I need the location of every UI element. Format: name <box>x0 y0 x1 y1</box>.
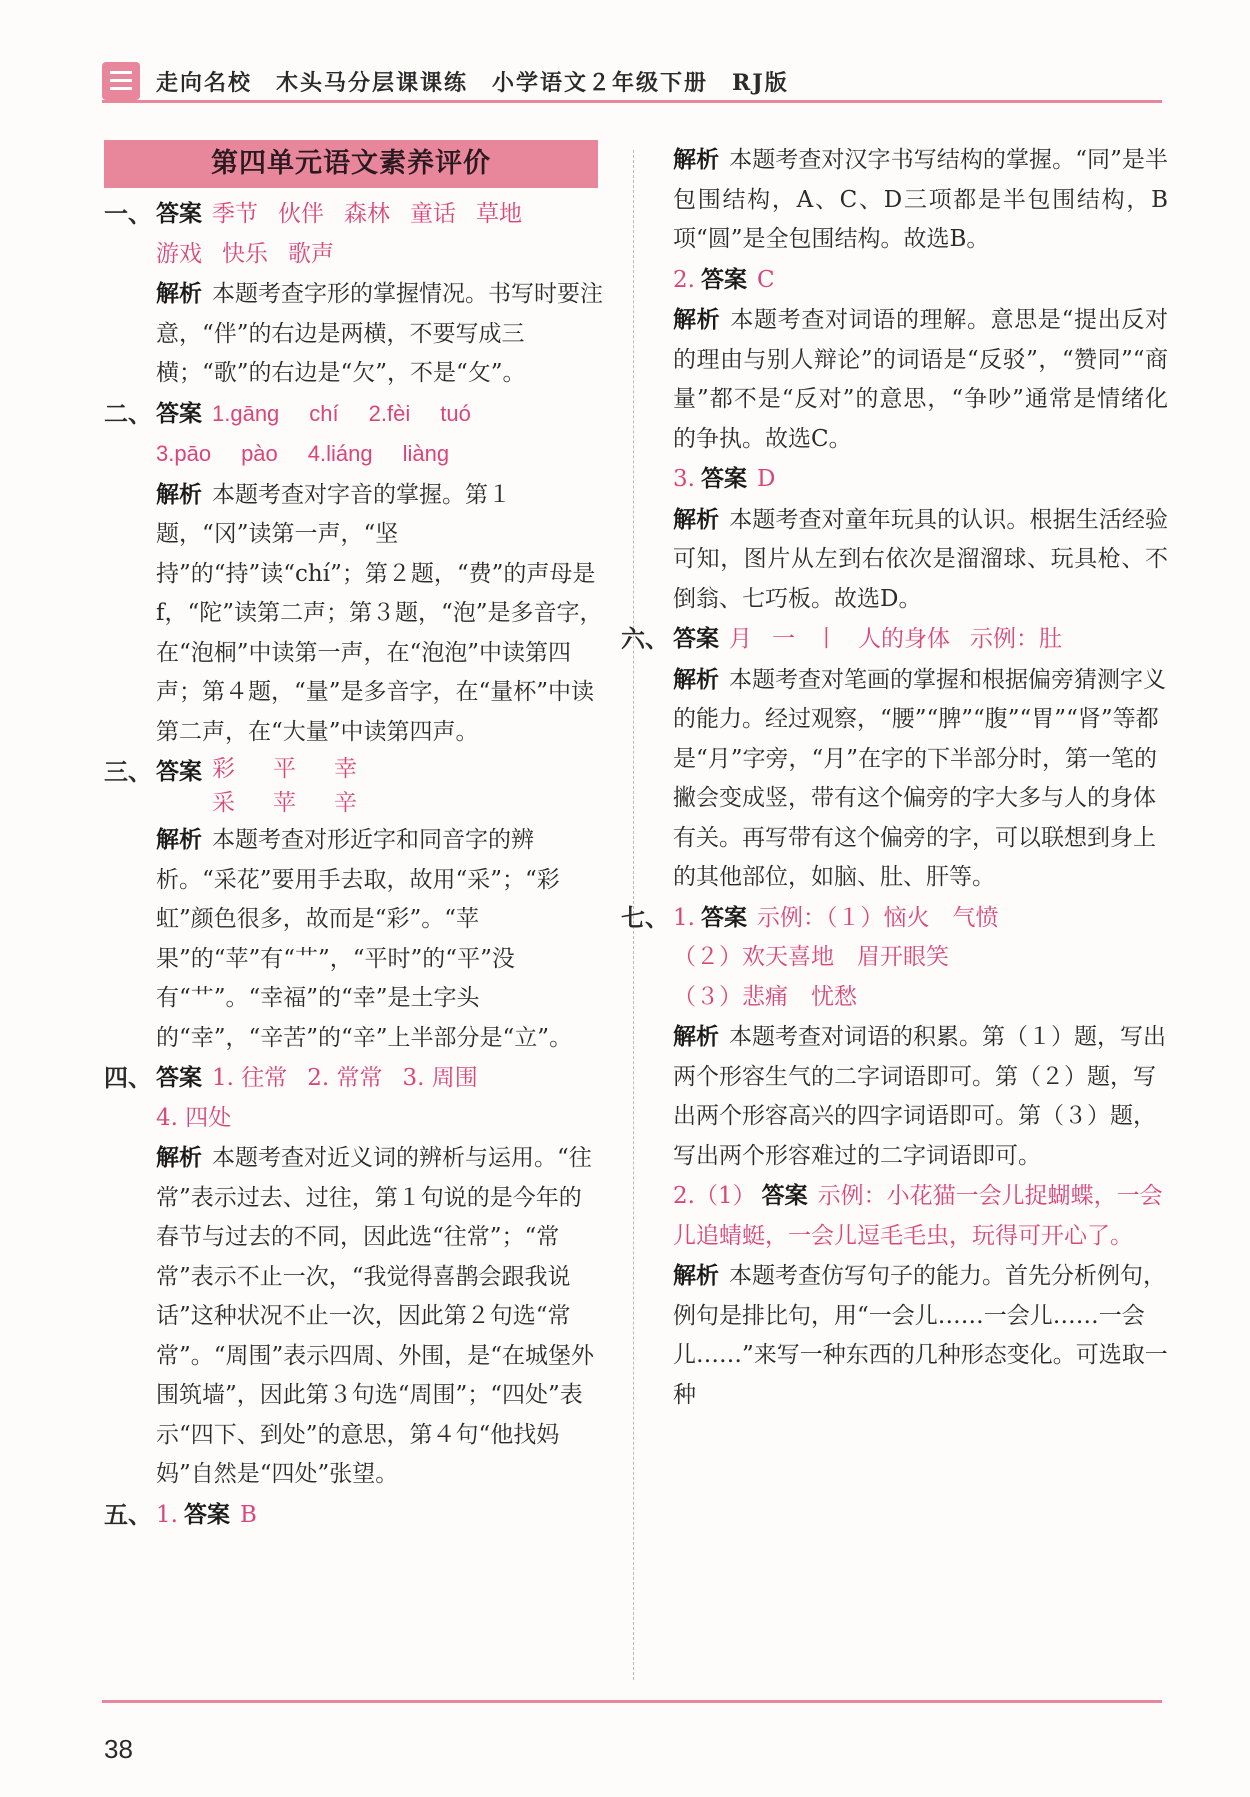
book-logo-icon <box>102 62 140 100</box>
page-number: 38 <box>104 1734 133 1764</box>
header-divider <box>102 100 1162 103</box>
answer-1: 季节 伙伴 森林 童话 草地 游戏 快乐 歌声 <box>156 201 522 267</box>
answer-7-2: 2.（1） 答案 示例：小花猫一会儿捉蝴蝶，一会儿追蜻蜓，一会儿逗毛毛虫，玩得可开心了。 <box>673 1182 1163 1249</box>
question-5-3: 3. 答案 D <box>673 465 776 492</box>
analysis-4: 解析 本题考查对近义词的辨析与运用。“往常”表示过去、过往，第１句说的是今年的春节与过去的不同，因此选“往常”；“常常”表示不止一次，“我觉得喜鹊会跟我说话”这种状况不止一次，因此第２句选“常常”。“周围”表示四周、外围，是“在城堡外围筑墙”，因此第３句选“周围”；“四处”表示“四下、到处”的意思，第４句“他找妈妈”自然是“四处”张望。 <box>156 1144 595 1487</box>
question-3: 三、 答案 彩 采平 苹幸 辛 解析 本题考查对形近字和同音字的辨析。“采花”要用手去取，故用“采”；“彩虹”颜色很多，故而是“彩”。“苹果”的“苹”有“艹”，“平时”的“平”没有“艹”。“幸福”的“幸”是土字头的“幸”，“辛苦”的“辛”上半部分是“立”。 <box>104 752 604 1058</box>
question-2: 二、 答案 1.gāng chí 2.fèi tuó 3.pāo pào 4.liáng liàng 解析 本题考查对字音的掌握。第１题，“冈”读第一声，“坚持”的“持”读“chí”；第２题，“费”的声母是f，“陀”读第二声；第３题，“泡”是多音字，在“泡桐”中读第一声，在“泡泡”中读第四声；第４题，“量”是多音字，在“量杯”中读第二声，在“大量”中读第四声。 <box>104 394 604 753</box>
header-title: 走向名校 木头马分层课课练 小学语文２年级下册 RJ版 <box>156 70 789 96</box>
left-column <box>104 140 604 1535</box>
analysis-2: 解析 本题考查对字音的掌握。第１题，“冈”读第一声，“坚持”的“持”读“chí”；第２题，“费”的声母是f，“陀”读第二声；第３题，“泡”是多音字，在“泡桐”中读第一声，在“泡泡”中读第四声；第４题，“量”是多音字，在“量杯”中读第二声，在“大量”中读第四声。 <box>156 480 603 745</box>
question-4: 四、 答案 1. 往常 2. 常常 3. 周围 4. 四处 解析 本题考查对近义词的辨析与运用。“往常”表示过去、过往，第１句说的是今年的春节与过去的不同，因此选“往常”；“常常”表示不止一次，“我觉得喜鹊会跟我说话”这种状况不止一次，因此第２句选“常常”。“周围”表示四周、外围，是“在城堡外围筑墙”，因此第３句选“周围”；“四处”表示“四下、到处”的意思，第４句“他找妈妈”自然是“四处”张望。 <box>104 1058 604 1495</box>
question-5-1: 五、 1. 答案 B <box>104 1499 257 1529</box>
pinyin-answers: 1.gāng chí 2.fèi tuó 3.pāo pào 4.liáng liàng <box>156 400 471 466</box>
analysis-1: 解析 本题考查字形的掌握情况。书写时要注意，“伴”的右边是两横，不要写成三横；“歌”的右边是“欠”，不是“攵”。 <box>156 280 603 386</box>
question-7: 七、 1. 答案 示例：（１）恼火 气愤 （２）欢天喜地 眉开眼笑 （３）悲痛 忧愁 解析 本题考查对词语的积累。第（１）题，写出两个形容生气的二字词语即可。第（２）题，写出两个形容高兴的四字词语即可。第（３）题，写出两个形容难过的二字词语即可。 2.（1） 答案 示例：小花猫一会儿捉蝴蝶，一会儿追蜻蜓，一会儿逗毛毛虫，玩得可开心了。 解析 本题考查仿写句子的能力。首先分析例句，例句是排比句，用“一会儿……一会儿……一会儿……”来写一种东西的几种形态变化。可选取一种 <box>621 898 1168 1416</box>
unit-title: 第四单元语文素养评价 <box>104 140 598 188</box>
analysis-6: 解析 本题考查对笔画的掌握和根据偏旁猜测字义的能力。经过观察，“腰”“脾”“腹”“胃”“肾”等都是“月”字旁，“月”在字的下半部分时，第一笔的撇会变成竖，带有这个偏旁的字大多与人的身体有关。再写带有这个偏旁的字，可以联想到身上的其他部位，如脑、肚、肝等。 <box>673 665 1166 890</box>
analysis-7-1: 解析 本题考查对词语的积累。第（１）题，写出两个形容生气的二字词语即可。第（２）题，写出两个形容高兴的四字词语即可。第（３）题，写出两个形容难过的二字词语即可。 <box>673 1023 1166 1169</box>
char-pair: 彩 采 <box>212 756 235 816</box>
footer-divider <box>102 1700 1162 1703</box>
question-6: 六、 答案 月 一 丨 人的身体 示例：肚 解析 本题考查对笔画的掌握和根据偏旁猜测字义的能力。经过观察，“腰”“脾”“腹”“胃”“肾”等都是“月”字旁，“月”在字的下半部分时，第一笔的撇会变成竖，带有这个偏旁的字大多与人的身体有关。再写带有这个偏旁的字，可以联想到身上的其他部位，如脑、肚、肝等。 <box>621 619 1168 898</box>
question-5-2: 2. 答案 C <box>673 265 775 293</box>
analysis-5-3: 解析 本题考查对童年玩具的认识。根据生活经验可知，图片从左到右依次是溜溜球、玩具枪、不倒翁、七巧板。故选D。 <box>673 505 1169 612</box>
analysis-3: 解析 本题考查对形近字和同音字的辨析。“采花”要用手去取，故用“采”；“彩虹”颜色很多，故而是“彩”。“苹果”的“苹”有“艹”，“平时”的“平”没有“艹”。“幸福”的“幸”是土字头的“幸”，“辛苦”的“辛”上半部分是“立”。 <box>156 826 573 1051</box>
analysis-5-2: 解析 本题考查对词语的理解。意思是“提出反对的理由与别人辩论”的词语是“反驳”，“赞同”“商量”都不是“反对”的意思，“争吵”通常是情绪化的争执。故选C。 <box>673 306 1168 452</box>
question-1: 一、 答案 季节 伙伴 森林 童话 草地 游戏 快乐 歌声 解析 本题考查字形的掌握情况。书写时要注意，“伴”的右边是两横，不要写成三横；“歌”的右边是“欠”，不是“攵”。 <box>104 194 604 394</box>
char-pair: 幸 辛 <box>334 756 357 816</box>
char-pair: 平 苹 <box>273 756 296 816</box>
analysis-5-1: 解析 本题考查对汉字书写结构的掌握。“同”是半包围结构，A、C、D三项都是半包围结构，B项“圆”是全包围结构。故选B。 <box>673 146 1168 252</box>
analysis-7-2: 解析 本题考查仿写句子的能力。首先分析例句，例句是排比句，用“一会儿……一会儿……一会儿……”来写一种东西的几种形态变化。可选取一种 <box>673 1262 1168 1408</box>
answer-4: 1. 往常 2. 常常 3. 周围 4. 四处 <box>156 1065 478 1131</box>
right-column <box>621 140 1169 1415</box>
